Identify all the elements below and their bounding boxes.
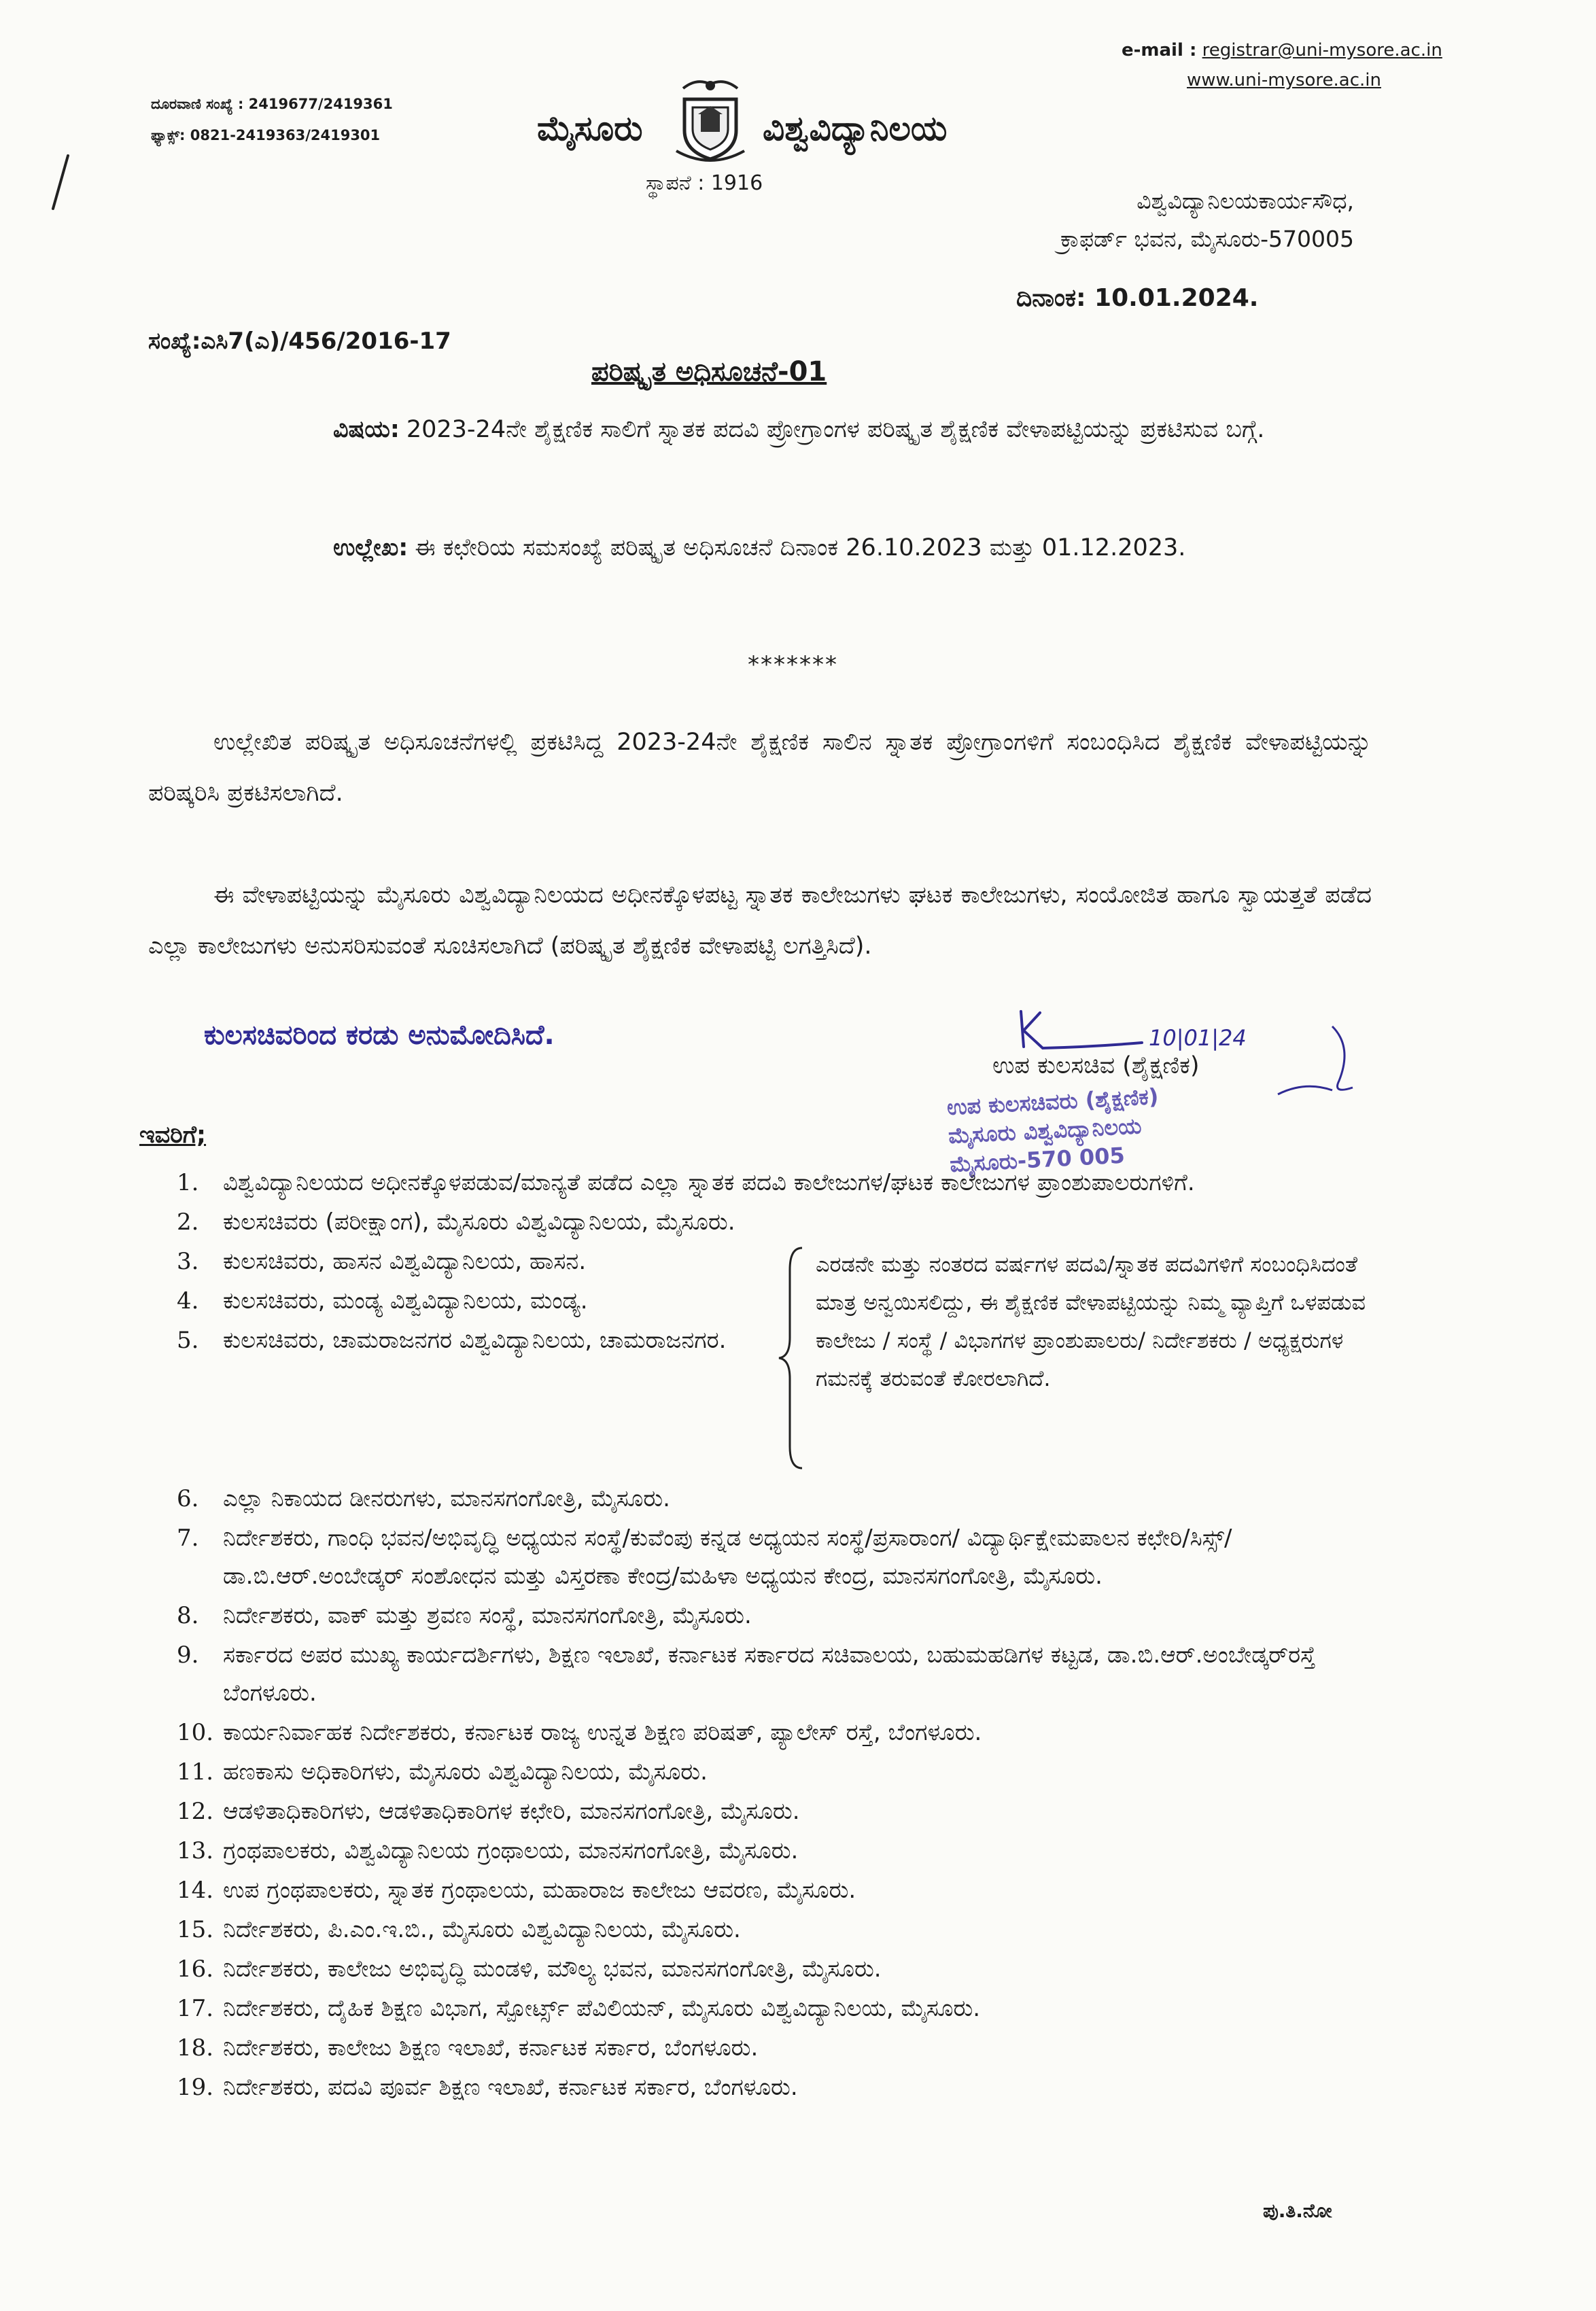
list-item: 8. ನಿರ್ದೇಶಕರು, ವಾಕ್ ಮತ್ತು ಶ್ರವಣ ಸಂಸ್ಥೆ, ಮಾನಸಗಂಗೋತ್ರಿ, ಮೈಸೂರು. — [177, 1602, 752, 1629]
list-item: 10. ಕಾರ್ಯನಿರ್ವಾಹಕ ನಿರ್ದೇಶಕರು, ಕರ್ನಾಟಕ ರಾಜ್ಯ ಉನ್ನತ ಶಿಕ್ಷಣ ಪರಿಷತ್, ಪ್ಯಾಲೇಸ್ ರಸ್ತೆ, ಬೆಂಗಳೂರು. — [177, 1719, 982, 1746]
deputy-registrar-title: ಉಪ ಕುಲಸಚಿವ (ಶೈಕ್ಷಣಿಕ) — [992, 1052, 1200, 1079]
reference-text: ಈ ಕಛೇರಿಯ ಸಮಸಂಖ್ಯೆ ಪರಿಷ್ಕೃತ ಅಧಿಸೂಚನೆ ದಿನಾಂಕ 26.10.2023 ಮತ್ತು 01.12.2023. — [415, 534, 1186, 561]
office-address — [973, 182, 1354, 258]
university-emblem-icon — [670, 75, 751, 164]
recipients-list — [177, 1164, 1400, 2108]
list-item: 2. ಕುಲಸಚಿವರು (ಪರೀಕ್ಷಾಂಗ), ಮೈಸೂರು ವಿಶ್ವವಿದ್ಯಾನಿಲಯ, ಮೈಸೂರು. — [177, 1209, 735, 1236]
list-item: 1. ವಿಶ್ವವಿದ್ಯಾನಿಲಯದ ಅಧೀನಕ್ಕೊಳಪಡುವ/ಮಾನ್ಯತೆ ಪಡೆದ ಎಲ್ಲಾ ಸ್ನಾತಕ ಪದವಿ ಕಾಲೇಜುಗಳ/ಘಟಕ ಕಾಲೇಜುಗಳ ಪ್ರಾಂಶುಪಾಲರುಗಳಿಗೆ. — [177, 1169, 1195, 1196]
reference-label: ಉಲ್ಲೇಖ: — [333, 534, 409, 561]
body-paragraph-1: ಉಲ್ಲೇಖಿತ ಪರಿಷ್ಕೃತ ಅಧಿಸೂಚನೆಗಳಲ್ಲಿ ಪ್ರಕಟಿಸಿದ್ದ 2023-24ನೇ ಶೈಕ್ಷಣಿಕ ಸಾಲಿನ ಸ್ನಾತಕ ಪ್ರೋಗ್ರಾಂಗಳಿಗೆ ಸಂಬಂಧಿಸಿದ ಶೈಕ್ಷಣಿಕ ವೇಳಾಪಟ್ಟಿಯನ್ನು ಪರಿಷ್ಕರಿಸಿ ಪ್ರಕಟಿಸಲಾಗಿದೆ. — [148, 729, 1372, 807]
draft-approved-stamp: ಕುಲಸಚಿವರಿಂದ ಕರಡು ಅನುಮೋದಿಸಿದೆ. — [204, 1020, 555, 1051]
list-item: 19. ನಿರ್ದೇಶಕರು, ಪದವಿ ಪೂರ್ವ ಶಿಕ್ಷಣ ಇಲಾಖೆ, ಕರ್ನಾಟಕ ಸರ್ಕಾರ, ಬೆಂಗಳೂರು. — [177, 2074, 798, 2101]
founded-year: ಸ್ಥಾಪನೆ : 1916 — [646, 171, 763, 195]
subject-label: ವಿಷಯ: — [333, 416, 400, 443]
email-label: e-mail : — [1122, 40, 1197, 60]
list-item: 17. ನಿರ್ದೇಶಕರು, ದೈಹಿಕ ಶಿಕ್ಷಣ ವಿಭಾಗ, ಸ್ಪೋರ್ಟ್ಸ್ ಪೆವಿಲಿಯನ್, ಮೈಸೂರು ವಿಶ್ವವಿದ್ಯಾನಿಲಯ, ಮೈಸೂರು. — [177, 1995, 981, 2022]
list-item: 7. ನಿರ್ದೇಶಕರು, ಗಾಂಧಿ ಭವನ/ಅಭಿವೃದ್ಧಿ ಅಧ್ಯಯನ ಸಂಸ್ಥೆ/ಕುವೆಂಪು ಕನ್ನಡ ಅಧ್ಯಯನ ಸಂಸ್ಥೆ/ಪ್ರಸಾರಾಂಗ/ ವಿದ್ಯಾರ್ಥಿಕ್ಷೇಮಪಾಲನ ಕಛೇರಿ/ಸಿಸ್ಸ್/ಡಾ.ಬಿ.ಆರ್.ಅಂಬೇಡ್ಕರ್ ಸಂಶೋಧನ ಮತ್ತು ವಿಸ್ತರಣಾ ಕೇಂದ್ರ/ಮಹಿಳಾ ಅಧ್ಯಯನ ಕೇಂದ್ರ, ಮಾನಸಗಂಗೋತ್ರಿ, ಮೈಸೂರು. — [177, 1525, 1232, 1590]
list-item: 16. ನಿರ್ದೇಶಕರು, ಕಾಲೇಜು ಅಭಿವೃದ್ಧಿ ಮಂಡಳಿ, ಮೌಲ್ಯ ಭವನ, ಮಾನಸಗಂಗೋತ್ರಿ, ಮೈಸೂರು. — [177, 1956, 882, 1983]
list-item: 15. ನಿರ್ದೇಶಕರು, ಪಿ.ಎಂ.ಇ.ಬಿ., ಮೈಸೂರು ವಿಶ್ವವಿದ್ಯಾನಿಲಯ, ಮೈಸೂರು. — [177, 1916, 741, 1943]
list-item: 11. ಹಣಕಾಸು ಅಧಿಕಾರಿಗಳು, ಮೈಸೂರು ವಿಶ್ವವಿದ್ಯಾನಿಲಯ, ಮೈಸೂರು. — [177, 1758, 708, 1786]
pen-mark — [48, 153, 75, 214]
office-address-line1: ವಿಶ್ವವಿದ್ಯಾನಿಲಯಕಾರ್ಯಸೌಧ, — [1137, 188, 1354, 214]
stamp-line-3: ಮೈಸೂರು-570 005 — [949, 1142, 1126, 1178]
list-item: 13. ಗ್ರಂಥಪಾಲಕರು, ವಿಶ್ವವಿದ್ಯಾನಿಲಯ ಗ್ರಂಥಾಲಯ, ಮಾನಸಗಂಗೋತ್ರಿ, ಮೈಸೂರು. — [177, 1837, 799, 1864]
stamp-line-1: ಉಪ ಕುಲಸಚಿವರು (ಶೈಕ್ಷಣಿಕ) — [946, 1083, 1160, 1121]
reference-number: ಸಂಖ್ಯೆ:ಎಸಿ7(ಎ)/456/2016-17 — [148, 328, 451, 355]
fax-number: ಫ್ಯಾಕ್ಸ್: 0821-2419363/2419301 — [151, 127, 381, 143]
email-link[interactable]: registrar@uni-mysore.ac.in — [1202, 40, 1442, 60]
please-turn-over: ಪು.ತಿ.ನೋ — [1263, 2200, 1332, 2222]
reference-block — [333, 523, 1332, 572]
list-item: 18. ನಿರ್ದೇಶಕರು, ಕಾಲೇಜು ಶಿಕ್ಷಣ ಇಲಾಖೆ, ಕರ್ನಾಟಕ ಸರ್ಕಾರ, ಬೆಂಗಳೂರು. — [177, 2034, 759, 2062]
curly-brace — [775, 1243, 816, 1480]
grouped-recipients — [177, 1243, 1400, 1480]
list-item: 6. ಎಲ್ಲಾ ನಿಕಾಯದ ಡೀನರುಗಳು, ಮಾನಸಗಂಗೋತ್ರಿ, ಮೈಸೂರು. — [177, 1485, 670, 1512]
body-paragraph-2: ಈ ವೇಳಾಪಟ್ಟಿಯನ್ನು ಮೈಸೂರು ವಿಶ್ವವಿದ್ಯಾನಿಲಯದ ಅಧೀನಕ್ಕೊಳಪಟ್ಟ ಸ್ನಾತಕ ಕಾಲೇಜುಗಳು ಘಟಕ ಕಾಲೇಜುಗಳು, ಸಂಯೋಜಿತ ಹಾಗೂ ಸ್ವಾಯತ್ತತೆ ಪಡೆದ ಎಲ್ಲಾ ಕಾಲೇಜುಗಳು ಅನುಸರಿಸುವಂತೆ ಸೂಚಿಸಲಾಗಿದೆ (ಪರಿಷ್ಕೃತ ಶೈಕ್ಷಣಿಕ ವೇಳಾಪಟ್ಟಿ ಲಗತ್ತಿಸಿದೆ). — [148, 882, 1372, 960]
office-address-line2: ಕ್ರಾಫರ್ಡ್ ಭವನ, ಮೈಸೂರು-570005 — [1060, 226, 1354, 252]
notice-title: ಪರಿಷ್ಕೃತ ಅಧಿಸೂಚನೆ-01 — [591, 356, 827, 387]
university-name-right: ವಿಶ್ವವಿದ್ಯಾನಿಲಯ — [763, 109, 948, 148]
list-item: 9. ಸರ್ಕಾರದ ಅಪರ ಮುಖ್ಯ ಕಾರ್ಯದರ್ಶಿಗಳು, ಶಿಕ್ಷಣ ಇಲಾಖೆ, ಕರ್ನಾಟಕ ಸರ್ಕಾರದ ಸಚಿವಾಲಯ, ಬಹುಮಹಡಿಗಳ ಕಟ್ಟಡ, ಡಾ.ಬಿ.ಆರ್.ಅಂಬೇಡ್ಕರ್‌ರಸ್ತೆ ಬೆಂಗಳೂರು. — [177, 1641, 1316, 1707]
list-item: 5. ಕುಲಸಚಿವರು, ಚಾಮರಾಜನಗರ ವಿಶ್ವವಿದ್ಯಾನಿಲಯ, ಚಾಮರಾಜನಗರ. — [177, 1327, 727, 1354]
group-instruction-note: ಎರಡನೇ ಮತ್ತು ನಂತರದ ವರ್ಷಗಳ ಪದವಿ/ಸ್ನಾತಕ ಪದವಿಗಳಿಗೆ ಸಂಬಂಧಿಸಿದಂತೆ ಮಾತ್ರ ಅನ್ವಯಿಸಲಿದ್ದು, ಈ ಶೈಕ್ಷಣಿಕ ವೇಳಾಪಟ್ಟಿಯನ್ನು ನಿಮ್ಮ ವ್ಯಾಪ್ತಿಗೆ ಒಳಪಡುವ ಕಾಲೇಜು / ಸಂಸ್ಥೆ / ವಿಭಾಗಗಳ ಪ್ರಾಂಶುಪಾಲರು/ ನಿರ್ದೇಶಕರು / ಅಧ್ಯಕ್ಷರುಗಳ ಗಮನಕ್ಕೆ ತರುವಂತೆ ಕೋರಲಾಗಿದೆ. — [816, 1251, 1366, 1391]
notice-date: ದಿನಾಂಕ: 10.01.2024. — [1016, 284, 1259, 312]
stamp-line-2: ಮೈಸೂರು ವಿಶ್ವವಿದ್ಯಾನಿಲಯ — [948, 1113, 1143, 1149]
separator-stars: ******* — [748, 651, 838, 678]
list-item: 12. ಆಡಳಿತಾಧಿಕಾರಿಗಳು, ಆಡಳಿತಾಧಿಕಾರಿಗಳ ಕಛೇರಿ, ಮಾನಸಗಂಗೋತ್ರಿ, ಮೈಸೂರು. — [177, 1798, 800, 1825]
phone-number: ದೂರವಾಣಿ ಸಂಖ್ಯೆ : 2419677/2419361 — [151, 96, 393, 112]
recipients-label: ಇವರಿಗೆ; — [139, 1122, 207, 1149]
subject-block — [333, 405, 1393, 454]
university-name-left: ಮೈಸೂರು — [537, 109, 643, 148]
web-contact-block — [1122, 35, 1442, 95]
contact-block — [151, 88, 393, 151]
list-item: 3. ಕುಲಸಚಿವರು, ಹಾಸನ ವಿಶ್ವವಿದ್ಯಾನಿಲಯ, ಹಾಸನ. — [177, 1248, 587, 1275]
signature-date: 10|01|24 — [1149, 1025, 1247, 1051]
list-item: 4. ಕುಲಸಚಿವರು, ಮಂಡ್ಯ ವಿಶ್ವವಿದ್ಯಾನಿಲಯ, ಮಂಡ್ಯ. — [177, 1287, 588, 1315]
website-link[interactable]: www.uni-mysore.ac.in — [1187, 70, 1381, 90]
list-item: 14. ಉಪ ಗ್ರಂಥಪಾಲಕರು, ಸ್ನಾತಕ ಗ್ರಂಥಾಲಯ, ಮಹಾರಾಜ ಕಾಲೇಜು ಆವರಣ, ಮೈಸೂರು. — [177, 1877, 856, 1904]
subject-text: 2023-24ನೇ ಶೈಕ್ಷಣಿಕ ಸಾಲಿಗೆ ಸ್ನಾತಕ ಪದವಿ ಪ್ರೋಗ್ರಾಂಗಳ ಪರಿಷ್ಕೃತ ಶೈಕ್ಷಣಿಕ ವೇಳಾಪಟ್ಟಿಯನ್ನು ಪ್ರಕಟಿಸುವ ಬಗ್ಗೆ. — [406, 416, 1265, 443]
